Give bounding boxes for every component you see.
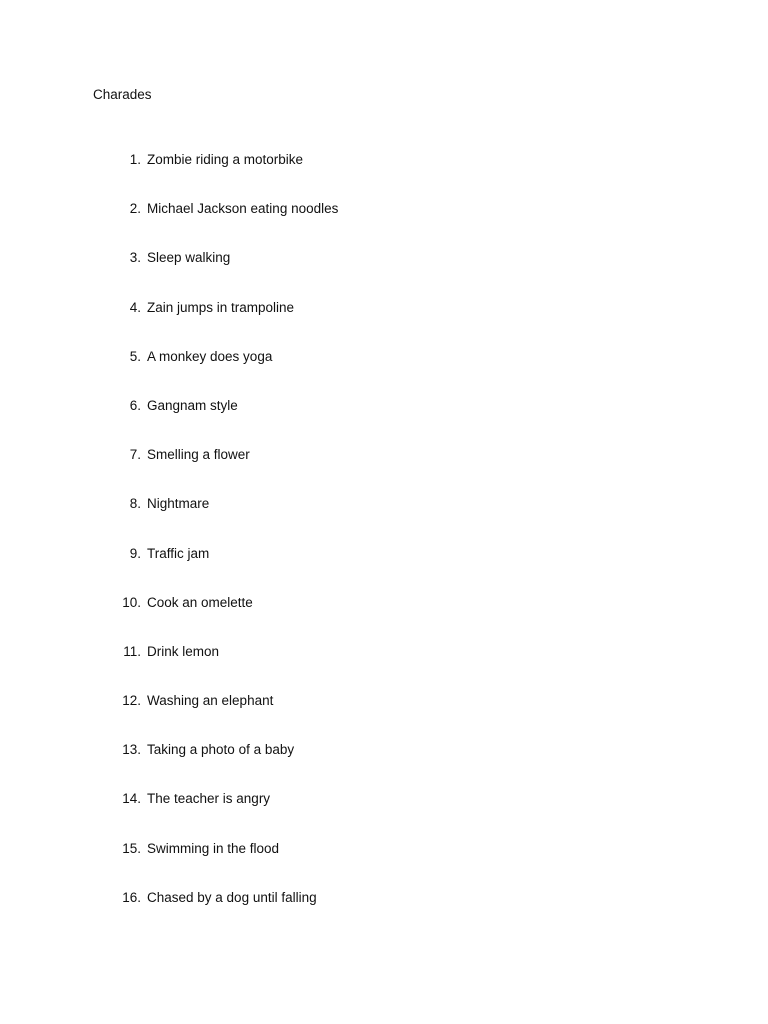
- item-number: 15.: [122, 840, 141, 856]
- item-text: A monkey does yoga: [147, 348, 273, 364]
- item-number: 7.: [129, 447, 141, 463]
- list-item: [0, 250, 700, 299]
- item-text: Gangnam style: [147, 397, 238, 413]
- item-text: Cook an omelette: [147, 594, 253, 610]
- item-text: Zombie riding a motorbike: [147, 152, 304, 167]
- item-text: Smelling a flower: [147, 447, 250, 463]
- list-item: [0, 791, 700, 840]
- list-item: [0, 349, 700, 398]
- item-number: 8.: [129, 496, 141, 512]
- list-item: [0, 300, 700, 349]
- item-text: The teacher is angry: [147, 791, 271, 807]
- list-item: [0, 546, 700, 595]
- item-text: Taking a photo of a baby: [147, 742, 295, 758]
- item-number: 16.: [122, 889, 141, 905]
- item-text: Michael Jackson eating noodles: [147, 201, 339, 217]
- item-number: 5.: [129, 348, 141, 364]
- item-text: Washing an elephant: [147, 693, 274, 709]
- list-item: [0, 447, 700, 496]
- item-number: 1.: [129, 152, 141, 167]
- item-number: 4.: [129, 299, 141, 315]
- item-number: 13.: [122, 742, 141, 758]
- list-item: [0, 693, 700, 742]
- item-text: Drink lemon: [147, 643, 220, 659]
- list-item: [0, 496, 700, 545]
- charades-list: [0, 152, 700, 939]
- list-item: [0, 152, 700, 201]
- item-text: Swimming in the flood: [147, 840, 280, 856]
- item-number: 6.: [129, 397, 141, 413]
- item-text: Sleep walking: [147, 250, 231, 266]
- item-text: Traffic jam: [147, 545, 210, 561]
- document-title: Charades: [93, 87, 152, 102]
- item-text: Nightmare: [147, 496, 210, 512]
- item-number: 14.: [122, 791, 141, 807]
- list-item: [0, 398, 700, 447]
- list-item: [0, 890, 700, 939]
- item-number: 3.: [129, 250, 141, 266]
- item-text: Zain jumps in trampoline: [147, 299, 295, 315]
- item-text: Chased by a dog until falling: [147, 889, 317, 905]
- list-item: [0, 841, 700, 890]
- item-number: 12.: [122, 693, 141, 709]
- item-number: 10.: [122, 594, 141, 610]
- list-item: [0, 595, 700, 644]
- item-number: 9.: [129, 545, 141, 561]
- list-item: [0, 201, 700, 250]
- list-item: [0, 644, 700, 693]
- item-number: 2.: [129, 201, 141, 217]
- item-number: 11.: [123, 643, 141, 659]
- list-item: [0, 742, 700, 791]
